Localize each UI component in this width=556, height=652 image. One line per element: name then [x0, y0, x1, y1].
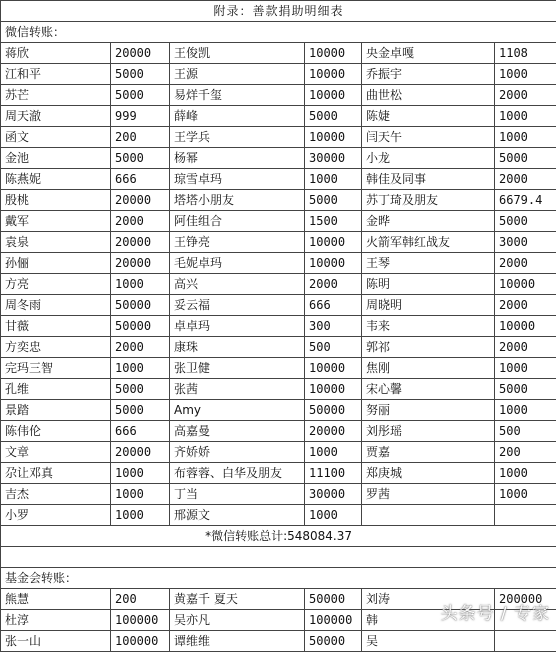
donor-name-cell: 韦来 [362, 316, 495, 337]
table-row [1, 43, 556, 64]
donor-name-cell: 王俊凯 [170, 43, 305, 64]
amount-cell: 50000 [305, 631, 362, 652]
donor-name-cell: 周冬雨 [1, 295, 111, 316]
donor-name-cell: 韩 [362, 610, 495, 631]
donor-name-cell: 苏丁琦及朋友 [362, 190, 495, 211]
amount-cell: 20000 [111, 442, 170, 463]
amount-cell: 11100 [305, 463, 362, 484]
table-row [1, 442, 556, 463]
amount-cell: 10000 [305, 358, 362, 379]
amount-cell: 10000 [305, 64, 362, 85]
donor-name-cell: 江和平 [1, 64, 111, 85]
amount-cell: 500 [495, 421, 556, 442]
donor-name-cell: 周天澈 [1, 106, 111, 127]
table-row [1, 421, 556, 442]
donor-name-cell: 张卫健 [170, 358, 305, 379]
amount-cell: 20000 [111, 253, 170, 274]
amount-cell: 10000 [495, 316, 556, 337]
amount-cell: 200000 [495, 589, 556, 610]
amount-cell: 5000 [111, 379, 170, 400]
amount-cell: 1000 [495, 400, 556, 421]
fund-section-label: 基金会转账： [1, 568, 556, 589]
donor-name-cell: 丁当 [170, 484, 305, 505]
amount-cell: 1000 [111, 505, 170, 526]
table-row [1, 64, 556, 85]
amount-cell: 10000 [305, 253, 362, 274]
donor-name-cell: 殷桃 [1, 190, 111, 211]
donor-name-cell: 王铮亮 [170, 232, 305, 253]
donor-name-cell: 陈明 [362, 274, 495, 295]
donor-name-cell: 妥云福 [170, 295, 305, 316]
amount-cell: 666 [111, 169, 170, 190]
donor-name-cell: 文章 [1, 442, 111, 463]
table-row [1, 169, 556, 190]
donor-name-cell: 蒋欣 [1, 43, 111, 64]
donor-name-cell: 罗茜 [362, 484, 495, 505]
amount-cell: 2000 [111, 211, 170, 232]
amount-cell: 1000 [111, 484, 170, 505]
amount-cell: 10000 [305, 232, 362, 253]
donor-name-cell: 阿佳组合 [170, 211, 305, 232]
wechat-total: *微信转账总计:548084.37 [1, 526, 556, 547]
donor-name-cell: 闫天午 [362, 127, 495, 148]
amount-cell [495, 505, 556, 526]
amount-cell: 1000 [111, 274, 170, 295]
amount-cell: 30000 [305, 484, 362, 505]
donor-name-cell [362, 505, 495, 526]
donor-name-cell: 曲世松 [362, 85, 495, 106]
amount-cell: 1000 [495, 358, 556, 379]
amount-cell: 5000 [111, 85, 170, 106]
table-row [1, 85, 556, 106]
donor-name-cell: 努丽 [362, 400, 495, 421]
table-row [1, 190, 556, 211]
donor-name-cell: 杜淳 [1, 610, 111, 631]
donor-name-cell: 熊慧 [1, 589, 111, 610]
amount-cell: 1000 [495, 484, 556, 505]
amount-cell: 2000 [495, 337, 556, 358]
wechat-section-label: 微信转账： [1, 22, 556, 43]
table-row [1, 232, 556, 253]
amount-cell: 300 [305, 316, 362, 337]
donor-name-cell: 刘涛 [362, 589, 495, 610]
amount-cell: 2000 [495, 295, 556, 316]
donor-name-cell: 陈燕妮 [1, 169, 111, 190]
watermark: 头条号 / 专家 [440, 599, 550, 624]
amount-cell: 2000 [495, 253, 556, 274]
table-row [1, 211, 556, 232]
table-title: 附录：善款捐助明细表 [1, 1, 556, 22]
donor-name-cell: 张茜 [170, 379, 305, 400]
amount-cell: 5000 [305, 190, 362, 211]
amount-cell: 100000 [111, 610, 170, 631]
table-row [1, 148, 556, 169]
donor-name-cell: 苏芒 [1, 85, 111, 106]
amount-cell: 5000 [495, 148, 556, 169]
donor-name-cell: 函文 [1, 127, 111, 148]
donor-name-cell: 塔塔小朋友 [170, 190, 305, 211]
table-row [1, 400, 556, 421]
donor-name-cell: 小罗 [1, 505, 111, 526]
donor-name-cell: 乔振宇 [362, 64, 495, 85]
table-row [1, 316, 556, 337]
table-row [1, 337, 556, 358]
donor-name-cell: 谭维维 [170, 631, 305, 652]
donor-name-cell: 黄嘉千 夏天 [170, 589, 305, 610]
donor-name-cell: 郑庚城 [362, 463, 495, 484]
amount-cell: 100000 [111, 631, 170, 652]
donor-name-cell: 薛峰 [170, 106, 305, 127]
donor-name-cell: 卓卓玛 [170, 316, 305, 337]
amount-cell: 1000 [495, 127, 556, 148]
amount-cell: 50000 [111, 316, 170, 337]
donor-name-cell: 高嘉曼 [170, 421, 305, 442]
table-row [1, 295, 556, 316]
amount-cell: 3000 [495, 232, 556, 253]
donor-name-cell: 小龙 [362, 148, 495, 169]
donor-name-cell: 金晔 [362, 211, 495, 232]
amount-cell: 10000 [305, 43, 362, 64]
donor-name-cell: 孙俪 [1, 253, 111, 274]
amount-cell: 50000 [305, 400, 362, 421]
amount-cell: 666 [111, 421, 170, 442]
amount-cell: 2000 [495, 85, 556, 106]
donor-name-cell: 毛妮卓玛 [170, 253, 305, 274]
amount-cell: 1000 [495, 106, 556, 127]
donor-name-cell: 吴亦凡 [170, 610, 305, 631]
donor-name-cell: 吴 [362, 631, 495, 652]
amount-cell: 1000 [305, 442, 362, 463]
donor-name-cell: 齐娇娇 [170, 442, 305, 463]
donor-name-cell: 康珠 [170, 337, 305, 358]
donor-name-cell: 易烊千玺 [170, 85, 305, 106]
amount-cell: 10000 [305, 379, 362, 400]
donor-name-cell: 袁泉 [1, 232, 111, 253]
amount-cell: 1000 [305, 169, 362, 190]
amount-cell: 200 [111, 127, 170, 148]
table-row [1, 106, 556, 127]
amount-cell: 5000 [495, 379, 556, 400]
donor-name-cell: 张一山 [1, 631, 111, 652]
donor-name-cell: 火箭军韩红战友 [362, 232, 495, 253]
amount-cell: 200 [495, 442, 556, 463]
donor-name-cell: 贾嘉 [362, 442, 495, 463]
donor-name-cell: Amy [170, 400, 305, 421]
donor-name-cell: 王源 [170, 64, 305, 85]
amount-cell: 1000 [495, 463, 556, 484]
table-row [1, 484, 556, 505]
donor-name-cell: 王学兵 [170, 127, 305, 148]
donor-name-cell: 陈伟伦 [1, 421, 111, 442]
donor-name-cell: 戴军 [1, 211, 111, 232]
amount-cell: 5000 [111, 148, 170, 169]
donor-name-cell: 方奕忠 [1, 337, 111, 358]
amount-cell: 10000 [305, 85, 362, 106]
amount-cell: 1000 [111, 463, 170, 484]
donor-name-cell: 高兴 [170, 274, 305, 295]
amount-cell: 10000 [495, 274, 556, 295]
amount-cell: 200 [111, 589, 170, 610]
amount-cell: 666 [305, 295, 362, 316]
donor-name-cell: 尕让邓真 [1, 463, 111, 484]
donor-name-cell: 孔维 [1, 379, 111, 400]
amount-cell: 6679.4 [495, 190, 556, 211]
donor-name-cell: 刘彤瑶 [362, 421, 495, 442]
donor-name-cell: 琼雪卓玛 [170, 169, 305, 190]
amount-cell: 2000 [495, 169, 556, 190]
amount-cell: 20000 [111, 43, 170, 64]
donor-name-cell: 郭祁 [362, 337, 495, 358]
donor-name-cell: 焦刚 [362, 358, 495, 379]
donor-name-cell: 景踏 [1, 400, 111, 421]
amount-cell: 2000 [305, 274, 362, 295]
donor-name-cell: 甘薇 [1, 316, 111, 337]
amount-cell: 100000 [305, 610, 362, 631]
donor-name-cell: 韩佳及同事 [362, 169, 495, 190]
donor-name-cell: 王琴 [362, 253, 495, 274]
amount-cell: 20000 [111, 232, 170, 253]
table-row [1, 358, 556, 379]
donor-name-cell: 布蓉蓉、白华及朋友 [170, 463, 305, 484]
donor-name-cell: 陈婕 [362, 106, 495, 127]
section-divider [1, 547, 556, 568]
donor-name-cell: 杨幂 [170, 148, 305, 169]
amount-cell: 1000 [495, 64, 556, 85]
donor-name-cell: 宋心馨 [362, 379, 495, 400]
donor-name-cell: 邢源文 [170, 505, 305, 526]
table-row [1, 463, 556, 484]
amount-cell: 10000 [305, 127, 362, 148]
table-row [1, 253, 556, 274]
amount-cell: 20000 [111, 190, 170, 211]
amount-cell: 20000 [305, 421, 362, 442]
donor-name-cell: 完玛三智 [1, 358, 111, 379]
amount-cell: 999 [111, 106, 170, 127]
table-row [1, 505, 556, 526]
donor-name-cell: 方亮 [1, 274, 111, 295]
amount-cell: 5000 [495, 211, 556, 232]
amount-cell: 1000 [305, 505, 362, 526]
donor-name-cell: 金池 [1, 148, 111, 169]
donor-name-cell: 周晓明 [362, 295, 495, 316]
amount-cell: 30000 [305, 148, 362, 169]
amount-cell: 1000 [111, 358, 170, 379]
donor-name-cell: 央金卓嘎 [362, 43, 495, 64]
amount-cell: 50000 [111, 295, 170, 316]
table-row [1, 379, 556, 400]
amount-cell: 500 [305, 337, 362, 358]
table-row [1, 274, 556, 295]
amount-cell: 5000 [305, 106, 362, 127]
table-row [1, 127, 556, 148]
amount-cell: 1500 [305, 211, 362, 232]
amount-cell: 50000 [305, 589, 362, 610]
amount-cell: 5000 [111, 64, 170, 85]
amount-cell: 5000 [111, 400, 170, 421]
amount-cell: 1108 [495, 43, 556, 64]
amount-cell: 2000 [111, 337, 170, 358]
donor-name-cell: 吉杰 [1, 484, 111, 505]
